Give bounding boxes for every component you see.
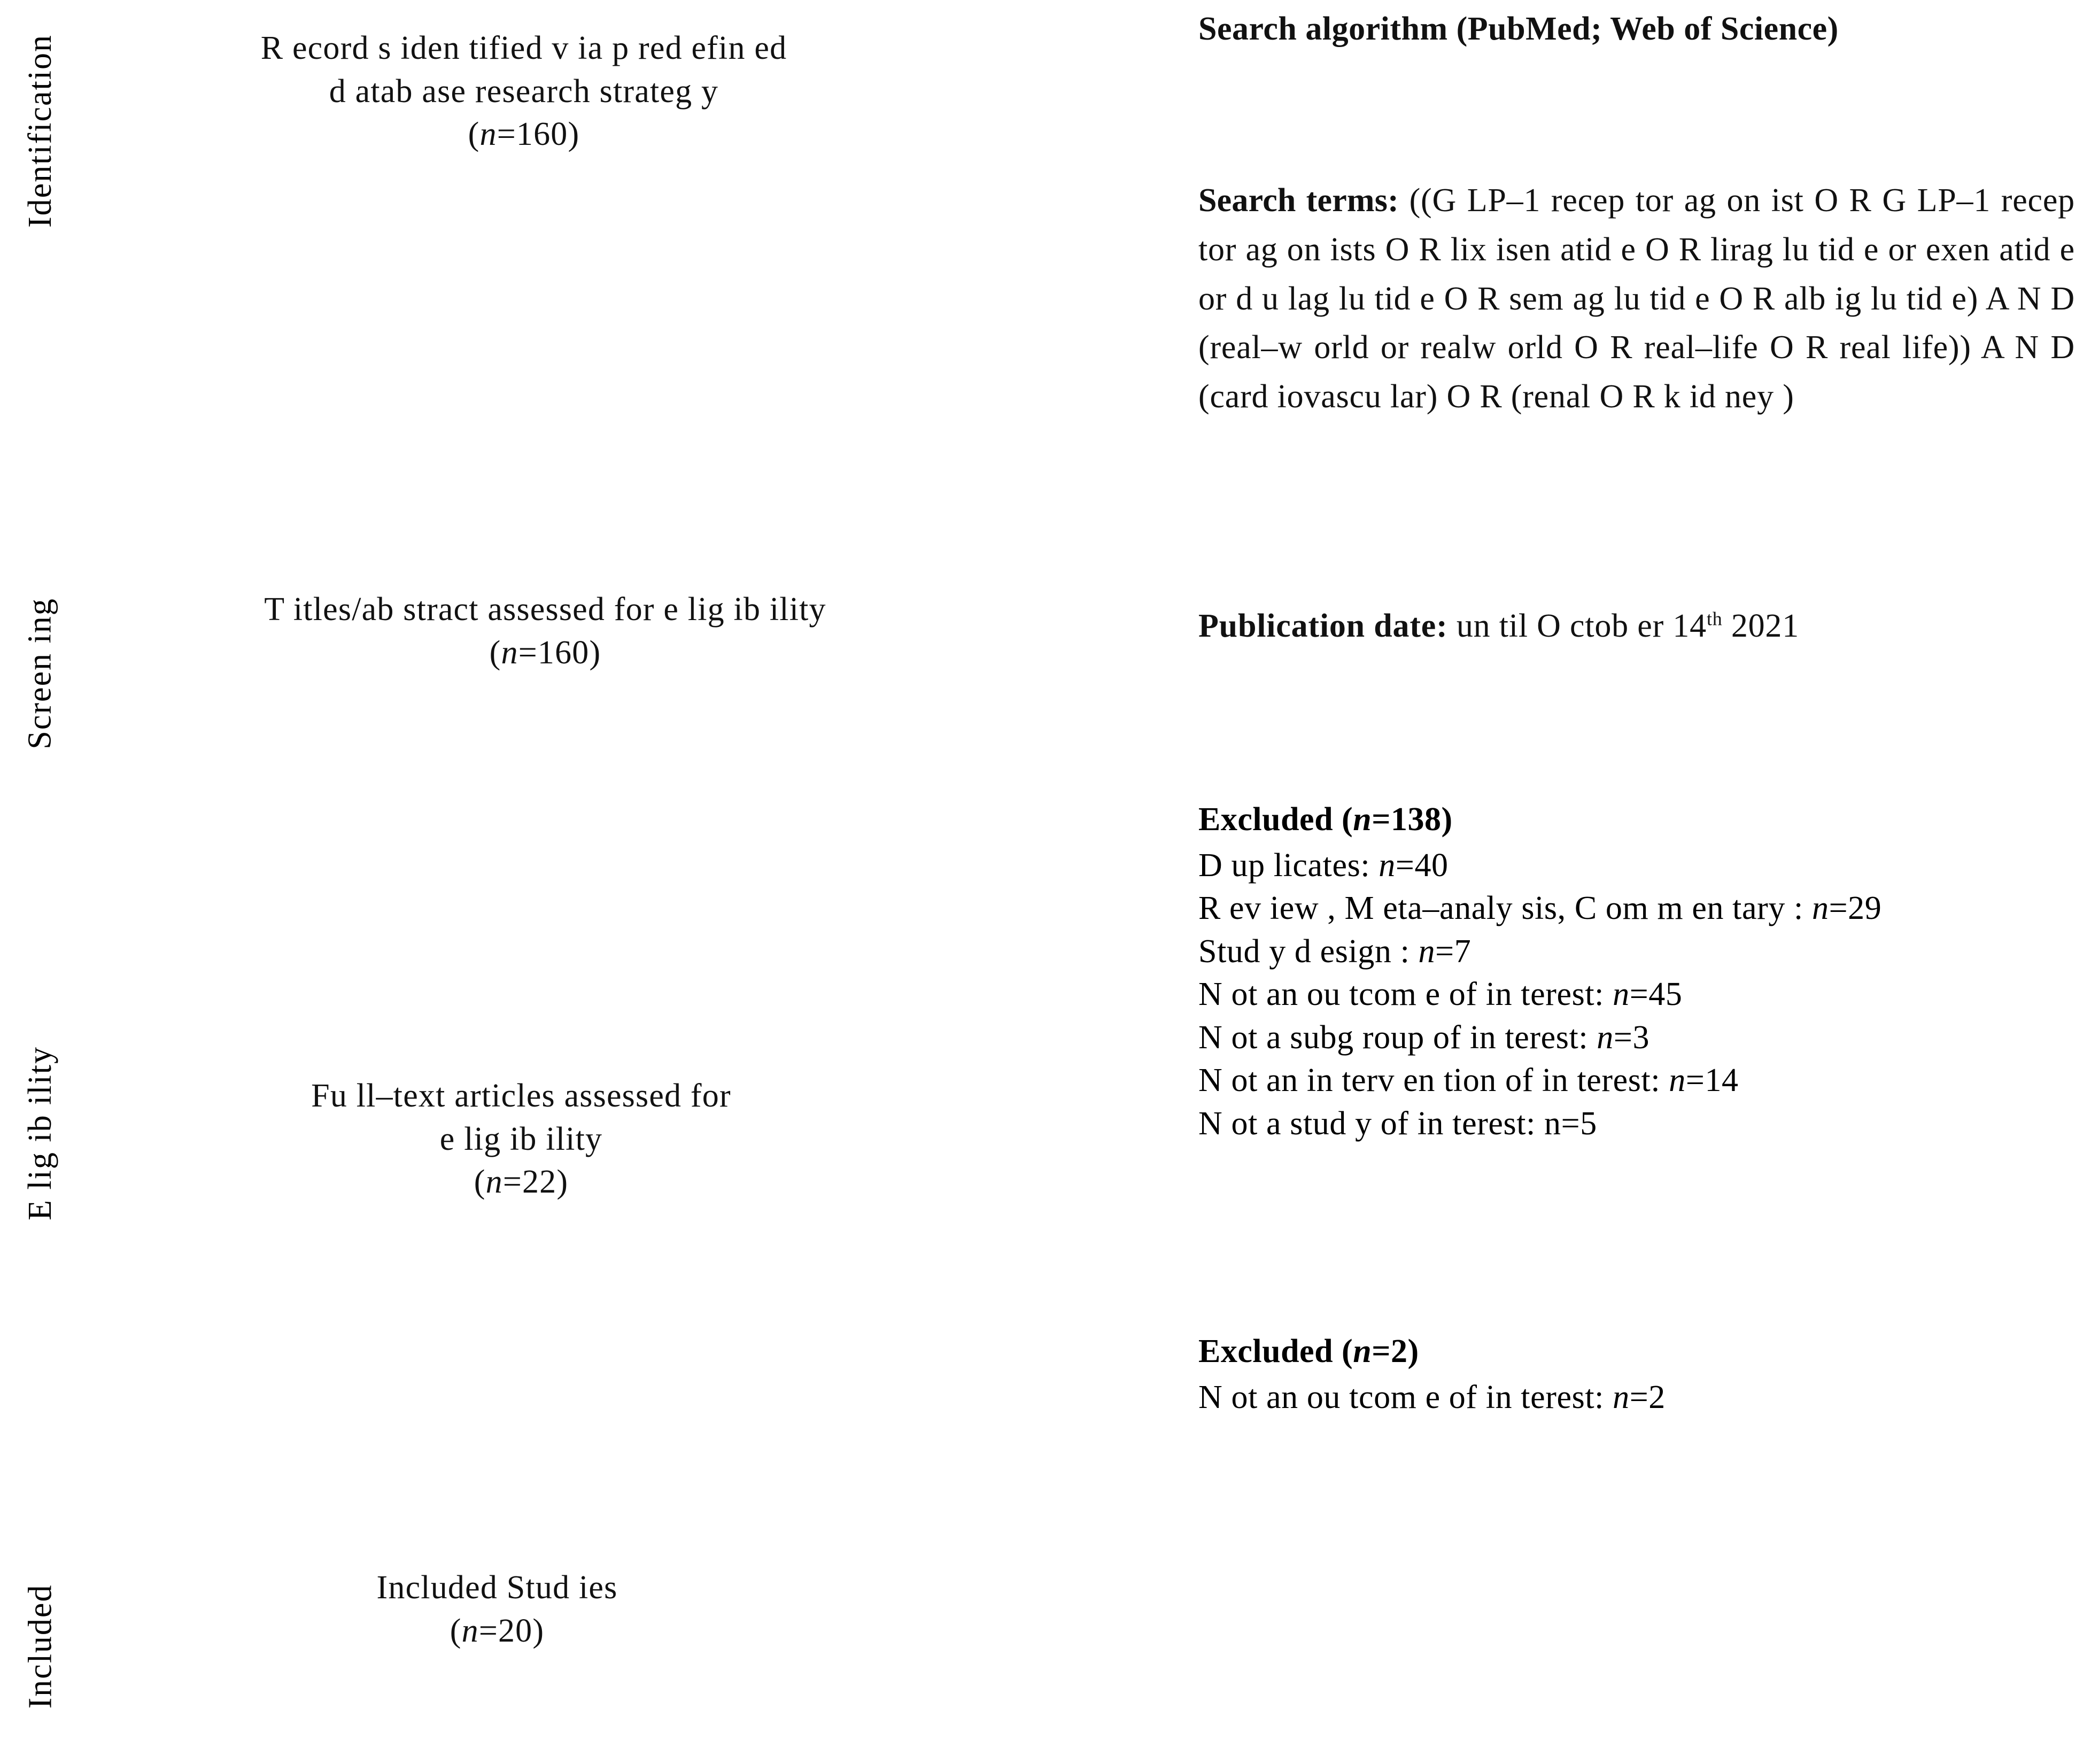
exclusion-title-post: =2): [1372, 1333, 1419, 1370]
stage-label-identification-text: Identification: [22, 34, 59, 228]
titles-abstract-line-1: T itles/ab stract assessed for e lig ib ility: [264, 591, 826, 628]
exclusion-title-pre: Excluded (: [1198, 801, 1353, 838]
search-algorithm-heading: Search algorithm (PubMed; Web of Science): [1198, 11, 1839, 47]
fulltext-line-1: Fu ll–text articles assessed for: [311, 1078, 731, 1114]
stage-label-included-text: Included: [22, 1584, 59, 1709]
stage-label-eligibility-text: E lig ib ility: [22, 1046, 59, 1220]
flow-box-titles-abstract-screened: [112, 588, 978, 674]
stage-label-screening-text: Screen ing: [22, 598, 59, 749]
search-terms-label: Search terms:: [1198, 182, 1399, 219]
exclusion-reason-text: N ot an ou tcom e of in terest:: [1198, 1379, 1613, 1415]
paren-open: (: [468, 116, 480, 153]
n-symbol: n: [1597, 1019, 1614, 1056]
paren-open: (: [489, 634, 501, 671]
exclusion-reason: [1198, 844, 2086, 887]
exclusion-reason: [1198, 1102, 2086, 1146]
n-symbol: n: [1418, 933, 1436, 970]
exclusion-title: [1198, 799, 2086, 841]
exclusion-reason-text: N ot a stud y of in terest:: [1198, 1105, 1545, 1142]
exclusion-reason-count: =45: [1629, 976, 1683, 1013]
included-studies-count: [176, 1610, 818, 1653]
exclusion-reason: [1198, 1016, 2086, 1059]
exclusion-title: [1198, 1331, 2086, 1373]
n-symbol: n: [485, 1164, 503, 1201]
records-identified-line-2: d atab ase research strateg y: [329, 73, 719, 110]
exclusion-reason-count: n=5: [1544, 1105, 1597, 1142]
exclusion-reason-count: =2: [1629, 1379, 1666, 1415]
exclusion-reason: [1198, 1059, 2086, 1102]
n-symbol: n: [1811, 890, 1829, 927]
exclusion-reason-count: =40: [1395, 847, 1449, 884]
fulltext-line-2: e lig ib ility: [439, 1120, 603, 1157]
paren-open: (: [450, 1612, 462, 1649]
exclusion-block-fulltext: [1198, 1331, 2086, 1419]
exclusion-title-pre: Excluded (: [1198, 1333, 1353, 1370]
stage-label-identification: [0, 16, 80, 246]
exclusion-reason-text: N ot an ou tcom e of in terest:: [1198, 976, 1613, 1013]
n-symbol: n: [501, 634, 518, 671]
exclusion-reason-text: N ot a subg roup of in terest:: [1198, 1019, 1597, 1056]
publication-date-label: Publication date:: [1198, 608, 1448, 644]
exclusion-reason: [1198, 930, 2086, 973]
records-identified-count: [123, 113, 925, 156]
exclusion-reason: [1198, 1376, 2086, 1419]
exclusion-reason-count: =3: [1613, 1019, 1650, 1056]
search-terms-paragraph: [1198, 176, 2075, 422]
exclusion-reason-text: N ot an in terv en tion of in terest:: [1198, 1062, 1669, 1099]
exclusion-reason-text: D up licates:: [1198, 847, 1379, 884]
flow-box-records-identified: [123, 27, 925, 156]
n-symbol: n: [1378, 847, 1396, 884]
titles-abstract-count: [112, 631, 978, 675]
n-symbol: n: [1669, 1062, 1686, 1099]
stage-label-eligibility: [0, 1000, 80, 1267]
exclusion-reason-count: =14: [1685, 1062, 1739, 1099]
exclusion-title-post: =138): [1372, 801, 1453, 838]
publication-date-ordinal-suffix: th: [1706, 608, 1723, 630]
exclusion-reason-count: =7: [1435, 933, 1472, 970]
publication-date-value-pre: un til O ctob er 14: [1447, 608, 1707, 644]
n-symbol: n: [1353, 1333, 1372, 1370]
n-symbol: n: [1613, 976, 1630, 1013]
n-symbol: n: [479, 116, 497, 153]
n-value: =160): [518, 634, 601, 671]
exclusion-reason-text: Stud y d esign :: [1198, 933, 1419, 970]
fulltext-count: [134, 1160, 909, 1204]
stage-label-included: [0, 1539, 80, 1753]
n-symbol: n: [461, 1612, 479, 1649]
n-value: =20): [478, 1612, 545, 1649]
exclusion-reason-text: R ev iew , M eta–analy sis, C om m en tary :: [1198, 890, 1812, 927]
included-studies-line-1: Included Stud ies: [376, 1569, 618, 1606]
search-terms-value: ((G LP–1 recep tor ag on ist O R G LP–1 recep tor ag on ists O R lix isen atid e O R lirag lu tid e or exen atid e or d u lag lu tid e O R sem ag lu tid e O R alb ig lu tid e) A N D (real–w orld or realw orld O R real–life O R real life)) A N D (card iovascu lar) O R (renal O R k id ney ): [1198, 182, 2075, 415]
publication-date-line: [1198, 603, 2075, 649]
stage-label-screening: [0, 561, 80, 786]
flow-box-included-studies: [176, 1566, 818, 1652]
n-value: =160): [497, 116, 580, 153]
exclusion-reason: [1198, 887, 2086, 930]
exclusion-reason-count: =29: [1829, 890, 1882, 927]
exclusion-block-screening: [1198, 799, 2086, 1146]
n-symbol: n: [1613, 1379, 1630, 1415]
n-symbol: n: [1353, 801, 1372, 838]
records-identified-line-1: R ecord s iden tified v ia p red efin ed: [260, 30, 787, 66]
n-value: =22): [502, 1164, 569, 1201]
paren-open: (: [474, 1164, 486, 1201]
exclusion-reason: [1198, 973, 2086, 1016]
publication-date-value-post: 2021: [1722, 608, 1800, 644]
flow-box-fulltext-assessed: [134, 1074, 909, 1204]
